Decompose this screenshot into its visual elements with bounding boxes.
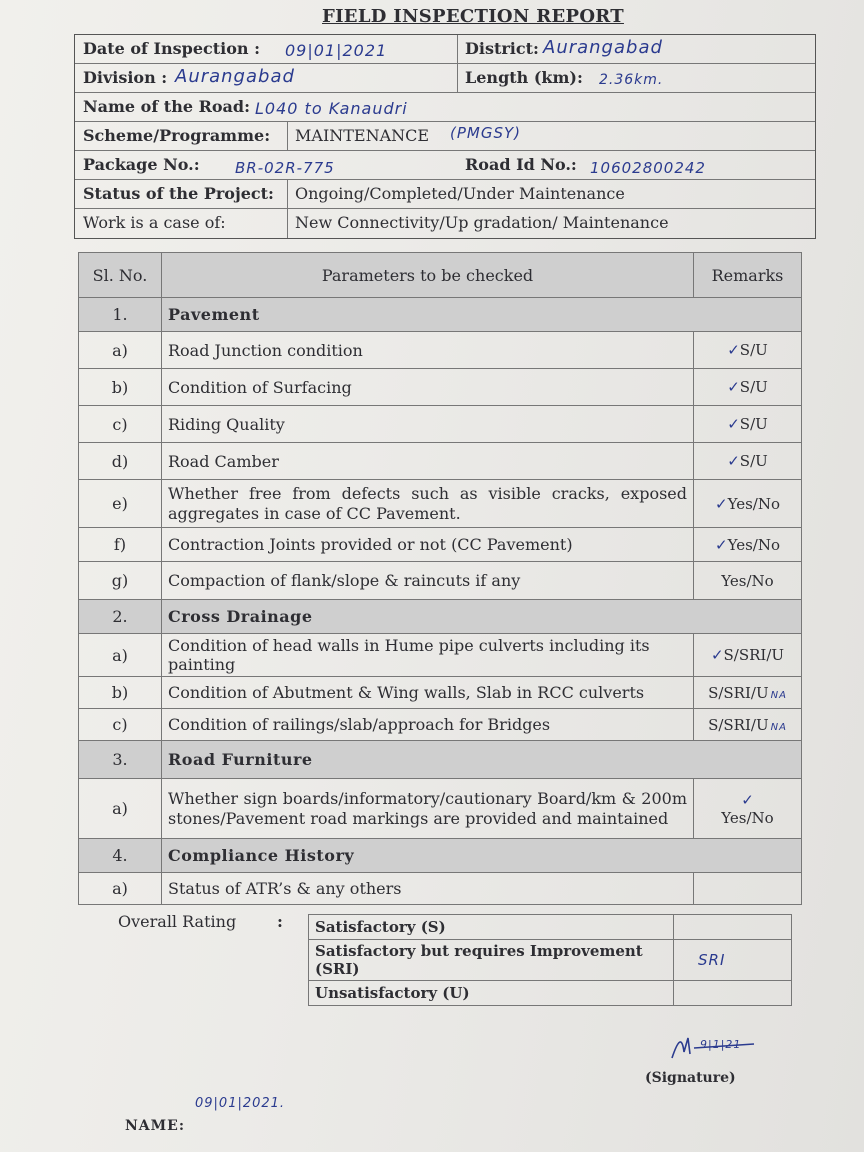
section-name: Road Furniture [162,741,802,779]
overall-rating-colon: : [277,912,283,931]
road-name-value: L040 to Kanaudri [255,99,408,118]
row-hand-note: NA [770,689,787,701]
road-id-label: Road Id No.: [465,155,577,174]
row-sl: b) [79,369,162,406]
overall-rating-label: Overall Rating [118,912,237,931]
row-sl: a) [79,634,162,677]
rating-option: Unsatisfactory (U) [309,981,674,1006]
row-param: Condition of head walls in Hume pipe culverts including its painting [162,634,694,677]
row-remark-cell [694,779,802,839]
row-sl: d) [79,443,162,480]
work-label: Work is a case of: [83,213,226,232]
row-sl: a) [79,873,162,905]
status-label: Status of the Project: [83,184,274,203]
header-row-road-name [75,93,815,122]
row-remark: S/U [739,452,768,470]
row-remark-cell [694,677,802,709]
district-value: Aurangabad [543,37,663,58]
signature-label: (Signature) [645,1070,736,1086]
table-row [79,528,802,562]
row-remark-cell [694,406,802,443]
parameters-table [78,252,802,905]
section-name: Cross Drainage [162,600,802,634]
section-sl: 4. [79,839,162,873]
report-header [74,34,816,239]
table-row [79,677,802,709]
table-row [79,480,802,528]
rating-hand-mark: SRI [698,951,726,969]
section-sl: 1. [79,298,162,332]
row-remark: Yes/No [721,808,774,827]
table-row [79,779,802,839]
table-row [79,443,802,480]
row-remark-cell [694,634,802,677]
report-title: FIELD INSPECTION REPORT [322,6,624,27]
row-param: Whether sign boards/informatory/cautionary Board/km & 200m stones/Pavement road markings are provided and maintained [162,779,694,839]
scheme-hand-note: (PMGSY) [450,124,521,142]
name-label: NAME: [125,1118,185,1134]
section-name: Compliance History [162,839,802,873]
table-row [79,562,802,600]
row-param: Whether free from defects such as visible cracks, exposed aggregates in case of CC Pavement. [162,480,694,528]
name-date: 09|01|2021. [195,1096,286,1111]
row-param: Road Junction condition [162,332,694,369]
row-remark: Yes/No [721,571,774,590]
row-remark-cell [694,480,802,528]
district-label: District: [465,39,539,58]
row-remark-cell [694,528,802,562]
row-remark-cell [694,332,802,369]
package-value: BR-02R-775 [235,159,335,177]
tick-mark: ✓ [715,494,728,513]
row-remark: S/U [739,341,768,359]
row-remark: S/SRI/U [723,646,785,664]
section-sl: 2. [79,600,162,634]
row-remark: Yes/No [727,494,780,513]
length-label: Length (km): [465,68,583,87]
row-param: Condition of Abutment & Wing walls, Slab in RCC culverts [162,677,694,709]
table-row [79,332,802,369]
row-remark-cell [694,369,802,406]
header-row-package [75,151,815,180]
row-param: Status of ATR’s & any others [162,873,694,905]
scheme-value: MAINTENANCE [295,126,430,145]
tick-mark: ✓ [727,415,740,433]
row-sl: c) [79,406,162,443]
date-label: Date of Inspection : [83,39,260,58]
section-sl: 3. [79,741,162,779]
signature-date: 9|1|21 [700,1038,742,1051]
date-value: 09|01|2021 [285,41,388,60]
division-label: Division : [83,68,168,87]
row-sl: a) [79,779,162,839]
rating-row [309,981,792,1006]
row-sl: e) [79,480,162,528]
row-sl: a) [79,332,162,369]
package-label: Package No.: [83,155,200,174]
tick-mark: ✓ [741,790,754,809]
overall-rating-table [308,914,792,1006]
row-hand-note: NA [770,721,787,733]
section-row-pavement [79,298,802,332]
rating-mark-cell [674,940,792,981]
tick-mark: ✓ [710,646,724,664]
work-value: New Connectivity/Up gradation/ Maintenance [295,213,669,232]
row-param: Condition of Surfacing [162,369,694,406]
row-remark: S/U [739,415,768,433]
tick-mark: ✓ [715,535,728,554]
row-remark-cell [694,443,802,480]
col-params-header: Parameters to be checked [162,253,694,298]
status-value: Ongoing/Completed/Under Maintenance [295,184,625,203]
rating-row [309,940,792,981]
section-row-cross-drainage [79,600,802,634]
division-value: Aurangabad [175,66,295,87]
rating-option: Satisfactory but requires Improvement (SRI) [309,940,674,981]
row-sl: b) [79,677,162,709]
table-row [79,406,802,443]
tick-mark: ✓ [727,378,740,396]
row-remark: S/SRI/U [708,683,769,702]
rating-mark-cell [674,915,792,940]
row-param: Condition of railings/slab/approach for Bridges [162,709,694,741]
row-param: Contraction Joints provided or not (CC Pavement) [162,528,694,562]
section-row-road-furniture [79,741,802,779]
table-row [79,634,802,677]
section-name: Pavement [162,298,802,332]
header-row-work [75,209,815,238]
rating-row [309,915,792,940]
scheme-label: Scheme/Programme: [83,126,271,145]
header-row-date [75,35,815,64]
col-remarks-header: Remarks [694,253,802,298]
row-param: Road Camber [162,443,694,480]
header-row-status [75,180,815,209]
row-remark: S/U [739,378,768,396]
col-sl-header: Sl. No. [79,253,162,298]
row-sl: f) [79,528,162,562]
row-param: Compaction of flank/slope & raincuts if any [162,562,694,600]
row-param: Riding Quality [162,406,694,443]
road-id-value: 10602800242 [590,159,706,177]
row-remark: S/SRI/U [708,715,769,734]
header-row-division [75,64,815,93]
table-row [79,873,802,905]
road-name-label: Name of the Road: [83,97,250,116]
length-value: 2.36km. [599,72,664,88]
row-remark-cell [694,562,802,600]
tick-mark: ✓ [727,341,740,359]
tick-mark: ✓ [727,452,740,470]
rating-mark-cell [674,981,792,1006]
header-row-scheme [75,122,815,151]
table-row [79,709,802,741]
rating-option: Satisfactory (S) [309,915,674,940]
row-remark: Yes/No [727,535,780,554]
row-sl: g) [79,562,162,600]
table-row [79,369,802,406]
row-remark-cell [694,709,802,741]
row-sl: c) [79,709,162,741]
section-row-compliance-history [79,839,802,873]
row-remark-cell [694,873,802,905]
table-header-row [79,253,802,298]
